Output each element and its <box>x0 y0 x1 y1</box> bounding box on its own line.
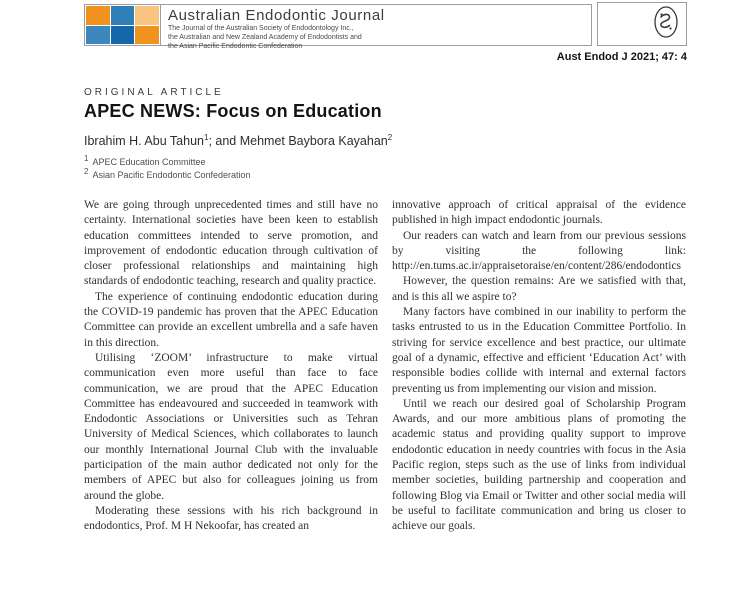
body-paragraph: Many factors have combined in our inability to perform the tasks entrusted to us in the Education Committee Portfolio. In striving for service excellence and best practice, our ultimate goal of a dynamic, effective and efficient ‘Education Act’ with responsible bodies collide with internal and external factors preventing us from implementing our vision and mission. <box>392 306 686 395</box>
article-body <box>84 198 686 535</box>
affiliation-line: $^2$ Asian Pacific Endodontic Confederation <box>84 167 251 180</box>
body-column-right <box>392 198 686 535</box>
body-column-left <box>84 198 378 535</box>
society-emblem-icon <box>652 4 680 45</box>
body-paragraph: Utilising ‘ZOOM’ infrastructure to make virtual communication even more useful than face to face communication, we are proud that the APEC Education Committee has endeavoured and succeeded in teamwork with Endodontic Associations or Universities such as Tehran University of Medical Sciences, which collaborates to launch our monthly International Journal Club with the invaluable participation of the main author dedicated not only for the members of APEC but also for colleagues joining us from around the globe. <box>84 351 378 502</box>
journal-masthead-text <box>161 5 385 50</box>
journal-logo <box>85 5 161 45</box>
body-paragraph: We are going through unprecedented times and still have no certainty. International societies have been keen to establish education committees intended to serve promotion, and improvement of endodontic education through cultivation of closer professional relationships and maintaining high standards of endodontic teaching, research and quality practice. <box>84 199 378 288</box>
authors-line: Ibrahim H. Abu Tahun$^1$; and Mehmet Baybora Kayahan$^2$ <box>84 132 393 148</box>
author-name: Ibrahim H. Abu Tahun$^1$ <box>84 132 209 148</box>
body-paragraph: innovative approach of critical appraisal of the evidence published in high impact endodontic journals. <box>392 199 686 227</box>
journal-subtitle <box>168 25 385 51</box>
author-name: Mehmet Baybora Kayahan$^2$ <box>239 132 393 148</box>
article-title: APEC NEWS: Focus on Education <box>84 101 382 121</box>
journal-subtitle-line: The Journal of the Australian Society of Endodontology Inc., <box>168 25 354 33</box>
journal-subtitle-line: the Australian and New Zealand Academy of Endodontists and <box>168 34 362 41</box>
body-paragraph: Our readers can watch and learn from our previous sessions by visiting the following link: http://en.tums.ac.ir/appraisetoraise/en/content/286/endodontics <box>392 229 686 273</box>
logo-square <box>111 6 135 25</box>
logo-square <box>135 6 159 25</box>
article-type-label: ORIGINAL ARTICLE <box>84 87 224 98</box>
logo-square <box>111 26 135 45</box>
journal-citation: Aust Endod J 2021; 47: 4 <box>556 51 687 63</box>
journal-masthead <box>84 4 592 50</box>
logo-square <box>86 26 110 45</box>
body-paragraph: Until we reach our desired goal of Scholarship Program Awards, and our more ambitious plans of promoting the academic status and providing quality support to improve endodontic education in needy countries with focus in the Asia Pacific region, steps such as the use of links from individual member societies, building partnership and cooperation and following Blog via Email or Twitter and other social media will be useful to facilitate communication and bring us closer to achieve our goals. <box>392 397 686 533</box>
journal-subtitle-line: the Asian Pacific Endodontic Confederation <box>168 42 303 50</box>
affiliation-line: $^1$ APEC Education Committee <box>84 154 206 167</box>
body-paragraph: The experience of continuing endodontic education during the COVID-19 pandemic has proven that the APEC Education Committee can provide an excellent umbrella and a safe haven in this direction. <box>84 290 378 349</box>
logo-square <box>86 6 110 25</box>
society-emblem-box <box>597 2 687 46</box>
journal-name: Australian Endodontic Journal <box>168 7 385 24</box>
body-paragraph: Moderating these sessions with his rich background in endodontics, Prof. M H Nekoofar, has created an <box>84 504 378 533</box>
body-paragraph: However, the question remains: Are we satisfied with that, and is this all we aspire to? <box>392 275 686 303</box>
affiliations <box>84 156 251 182</box>
logo-square <box>135 26 159 45</box>
